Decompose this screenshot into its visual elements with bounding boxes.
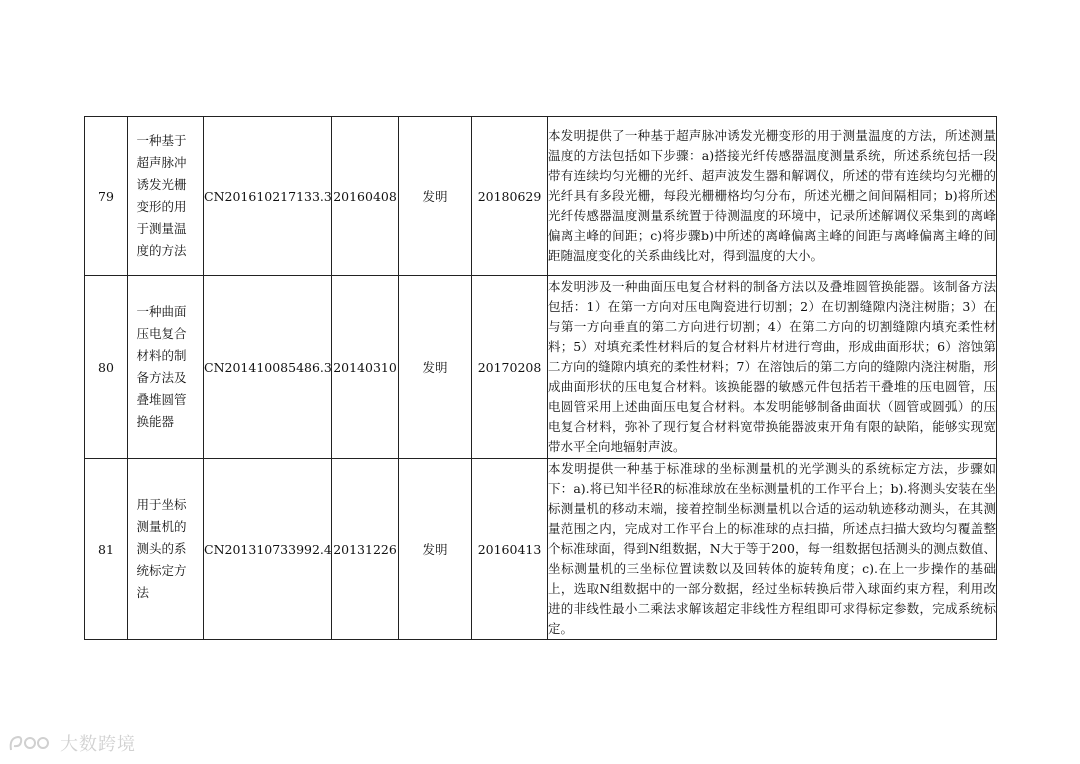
patent-title: 用于坐标测量机的测头的系统标定方法 [128, 459, 204, 640]
publication-date: 20170208 [472, 276, 548, 459]
application-date: 20160408 [332, 117, 399, 276]
watermark [8, 730, 136, 756]
patent-type: 发明 [399, 459, 472, 640]
application-date: 20140310 [332, 276, 399, 459]
patent-type: 发明 [399, 117, 472, 276]
application-number: CN201310733992.4 [204, 459, 332, 640]
patent-type: 发明 [399, 276, 472, 459]
patent-title: 一种基于超声脉冲诱发光栅变形的用于测量温度的方法 [128, 117, 204, 276]
patent-abstract: 本发明提供一种基于标准球的坐标测量机的光学测头的系统标定方法，步骤如下：a).将已知半径R的标准球放在坐标测量机的工作平台上；b).将测头安装在坐标测量机的移动末端，接着控制坐标测量机以合适的运动轨迹移动测头，在其测量范围之内，完成对工作平台上的标准球的点扫描，所述点扫描大致均匀覆盖整个标准球面，得到N组数据，N大于等于200，每一组数据包括测头的测点数值、坐标测量机的三坐标位置读数以及回转体的旋转角度；c).在上一步操作的基础上，选取N组数据中的一部分数据，经过坐标转换后带入球面约束方程，利用改进的非线性最小二乘法求解该超定非线性方程组即可求得标定参数，完成系统标定。 [548, 459, 997, 640]
table-row [85, 276, 997, 459]
publication-date: 20160413 [472, 459, 548, 640]
patent-abstract: 本发明提供了一种基于超声脉冲诱发光栅变形的用于测量温度的方法，所述测量温度的方法包括如下步骤：a)搭接光纤传感器温度测量系统，所述系统包括一段带有连续均匀光栅的光纤、超声波发生器和解调仪，所述的带有连续均匀光栅的光纤具有多段光栅，每段光栅栅格均匀分布，所述光栅之间间隔相同；b)将所述光纤传感器温度测量系统置于待测温度的环境中，记录所述解调仪采集到的离峰偏离主峰的间距；c)将步骤b)中所述的离峰偏离主峰的间距与离峰偏离主峰的间距随温度变化的关系曲线比对，得到温度的大小。 [548, 117, 997, 276]
application-number: CN201610217133.3 [204, 117, 332, 276]
table-row [85, 459, 997, 640]
publication-date: 20180629 [472, 117, 548, 276]
row-number: 79 [85, 117, 128, 276]
watermark-text: 大数跨境 [60, 734, 136, 755]
patent-table [84, 116, 997, 640]
row-number: 81 [85, 459, 128, 640]
application-date: 20131226 [332, 459, 399, 640]
row-number: 80 [85, 276, 128, 459]
table-row [85, 117, 997, 276]
patent-title: 一种曲面压电复合材料的制备方法及叠堆圆管换能器 [128, 276, 204, 459]
patent-abstract: 本发明涉及一种曲面压电复合材料的制备方法以及叠堆圆管换能器。该制备方法包括：1）在第一方向对压电陶瓷进行切割；2）在切割缝隙内浇注树脂；3）在与第一方向垂直的第二方向进行切割；4）在第二方向的切割缝隙内填充柔性材料；5）对填充柔性材料后的复合材料片材进行弯曲，形成曲面形状；6）溶蚀第二方向的缝隙内填充的柔性材料；7）在溶蚀后的第二方向的缝隙内浇注树脂，形成曲面形状的压电复合材料。该换能器的敏感元件包括若干叠堆的压电圆管，压电圆管采用上述曲面压电复合材料。本发明能够制备曲面状（圆管或圆弧）的压电复合材料，弥补了现行复合材料宽带换能器波束开角有限的缺陷，能够实现宽带水平全向地辐射声波。 [548, 276, 997, 459]
brand-logo-icon [8, 732, 54, 754]
application-number: CN201410085486.3 [204, 276, 332, 459]
